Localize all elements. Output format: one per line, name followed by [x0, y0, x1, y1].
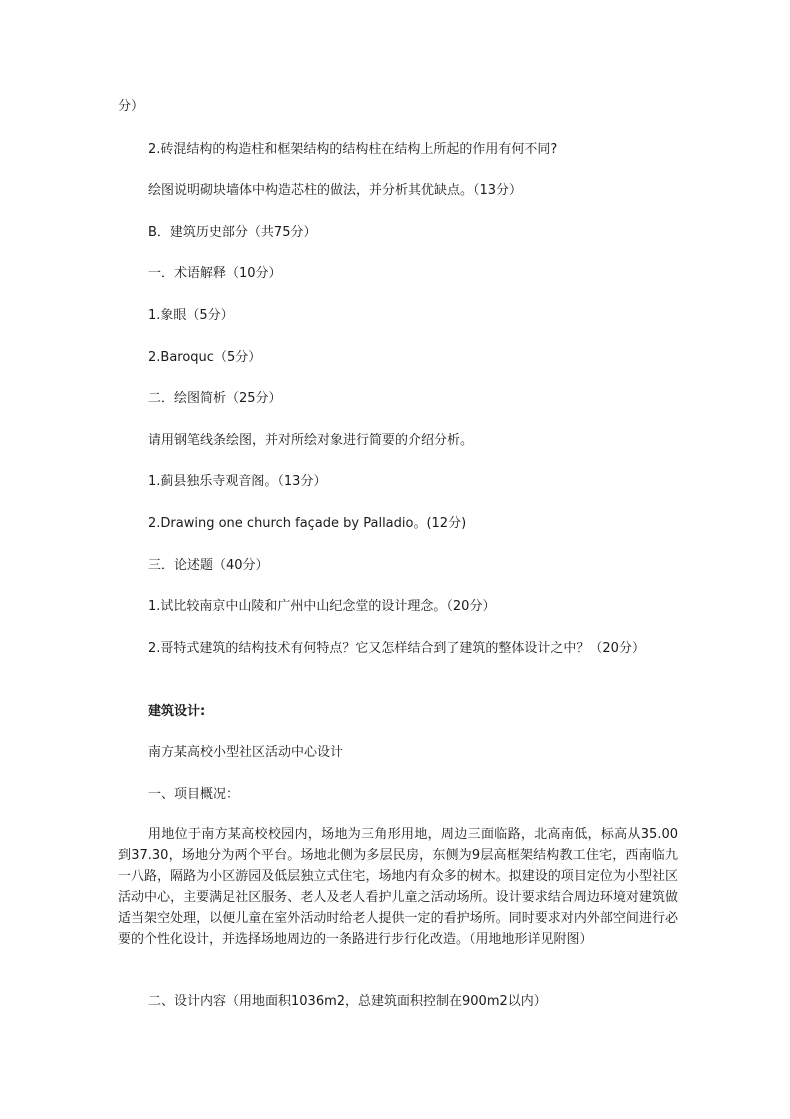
- question-block-wall: 绘图说明砌块墙体中构造芯柱的做法，并分析其优缺点。（13分）: [148, 183, 523, 198]
- part-three-heading: 三．论述题（40分）: [148, 558, 269, 573]
- drawing-question-1: 1.蓟县独乐寺观音阁。（13分）: [148, 474, 327, 489]
- part-two-heading: 二．绘图简析（25分）: [148, 391, 282, 406]
- overview-paragraph: 用地位于南方某高校校园内，场地为三角形用地，周边三面临路，北高南低，标高从35.00到37.30，场地分为两个平台。场地北侧为多层民房，东侧为9层高框架结构教工住宅，西南临九一八路，隔路为小区游园及低层独立式住宅，场地内有众多的树木。拟建设的项目定位为小型社区活动中心，主要满足社区服务、老人及老人看护儿童之活动场所。设计要求结合周边环境对建筑做适当架空处理，以便儿童在室外活动时给老人提供一定的看护场所。同时要求对内外部空间进行必要的个性化设计，并选择场地周边的一条路进行步行化改造。（用地地形详见附图）: [118, 827, 678, 947]
- overview-heading: 一、项目概况：: [148, 787, 240, 802]
- question-masonry-columns: 2.砖混结构的构造柱和框架结构的结构柱在结构上所起的作用有何不同?: [148, 142, 558, 157]
- term-baroque: 2.Baroquc（5分）: [148, 350, 262, 365]
- architectural-design-heading: 建筑设计:: [148, 704, 206, 719]
- drawing-question-2: 2.Drawing one church façade by Palladio。(12分): [148, 516, 467, 531]
- essay-question-1: 1.试比较南京中山陵和广州中山纪念堂的设计理念。（20分）: [148, 599, 496, 614]
- term-xiangyan: 1.象眼（5分）: [148, 308, 234, 323]
- project-title: 南方某高校小型社区活动中心设计: [148, 745, 344, 760]
- section-b-heading: B．建筑历史部分（共75分）: [148, 225, 317, 240]
- part-one-heading: 一．术语解释（10分）: [148, 266, 282, 281]
- text-line-continuation: 分）: [118, 99, 145, 114]
- design-content-heading: 二、设计内容（用地面积1036m2，总建筑面积控制在900m2以内）: [148, 994, 547, 1009]
- essay-question-2: 2.哥特式建筑的结构技术有何特点？它又怎样结合到了建筑的整体设计之中？（20分）: [148, 641, 645, 656]
- drawing-instruction: 请用钢笔线条绘图，并对所绘对象进行简要的介绍分析。: [148, 433, 474, 448]
